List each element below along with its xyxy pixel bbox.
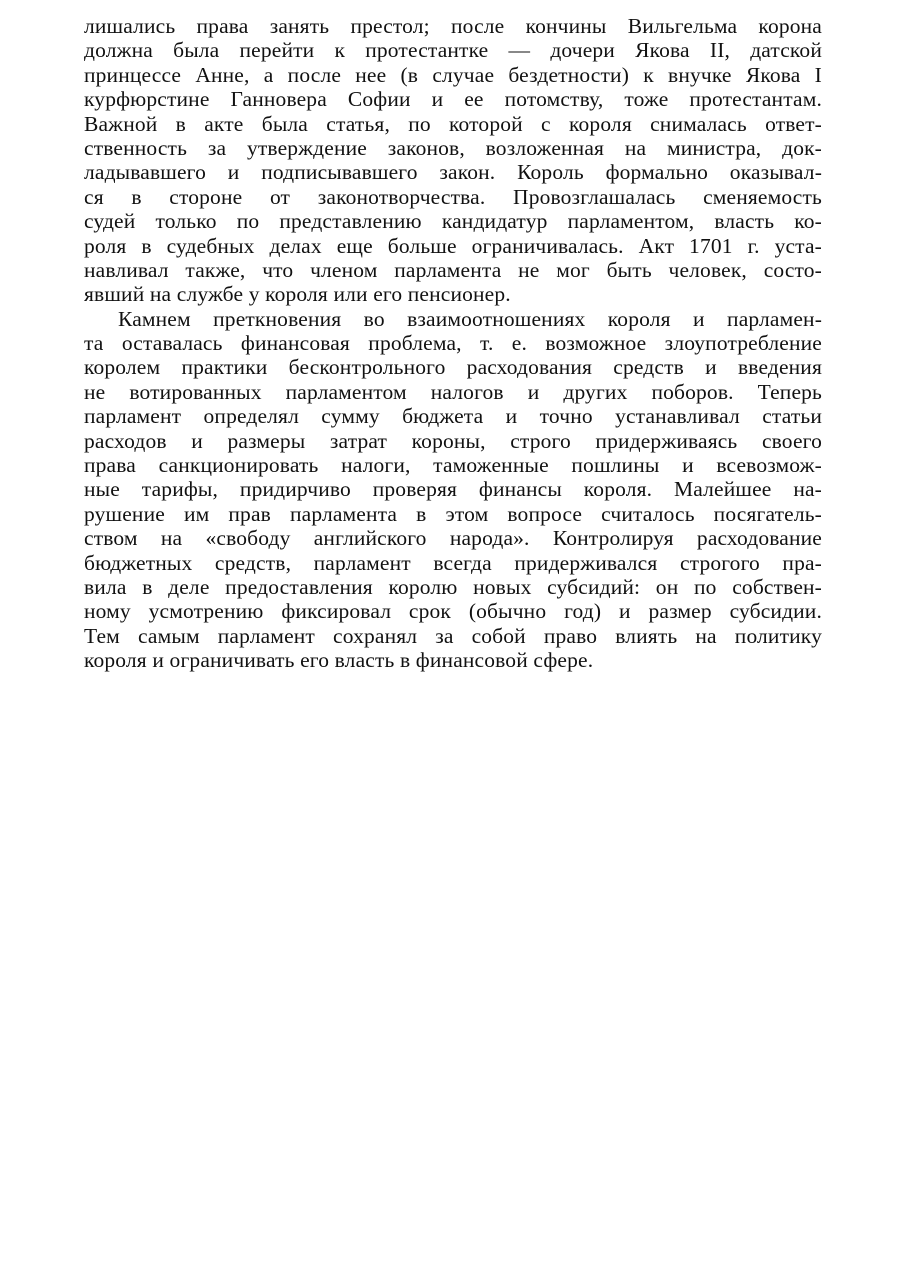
text-line: явший на службе у короля или его пенсионер. — [84, 282, 511, 307]
text-line: ному усмотрению фиксировал срок (обычно год) и размер субсидии. — [84, 599, 822, 624]
text-line: лишались права занять престол; после кончины Вильгельма корона — [84, 14, 822, 38]
text-line: не вотированных парламентом налогов и других поборов. Теперь — [84, 379, 822, 404]
text-line: Камнем преткновения во взаимоотношениях короля и парламен- — [118, 306, 822, 331]
text-line: Важной в акте была статья, по которой с короля снималась ответ- — [84, 111, 822, 136]
text-line: принцессе Анне, а после нее (в случае бездетности) к внучке Якова I — [84, 62, 822, 87]
text-line: рушение им прав парламента в этом вопросе считалось посягатель- — [84, 501, 822, 526]
text-line: ные тарифы, придирчиво проверяя финансы короля. Малейшее на- — [84, 477, 822, 502]
text-line: навливал также, что членом парламента не мог быть человек, состо- — [84, 257, 822, 282]
paragraph-1 — [84, 14, 822, 307]
text-line: должна была перейти к протестантке — дочери Якова II, датской — [84, 38, 822, 63]
text-line: судей только по представлению кандидатур парламентом, власть ко- — [84, 209, 822, 234]
text-line: ством на «свободу английского народа». Контролируя расходование — [84, 526, 822, 551]
text-line: та оставалась финансовая проблема, т. е. возможное злоупотребление — [84, 331, 822, 356]
text-line: бюджетных средств, парламент всегда придерживался строгого пра- — [84, 550, 822, 575]
paragraph-2 — [84, 307, 822, 673]
text-line: ладывавшего и подписывавшего закон. Король формально оказывал- — [84, 160, 822, 185]
body-text — [84, 14, 822, 673]
text-line: роля в судебных делах еще больше ограничивалась. Акт 1701 г. уста- — [84, 233, 822, 258]
text-line: курфюрстине Ганновера Софии и ее потомству, тоже протестантам. — [84, 87, 822, 112]
text-line: вила в деле предоставления королю новых субсидий: он по собствен- — [84, 574, 822, 599]
text-line: Тем самым парламент сохранял за собой право влиять на политику — [84, 623, 822, 648]
text-line: короля и ограничивать его власть в финансовой сфере. — [84, 648, 594, 673]
text-line: ственность за утверждение законов, возложенная на министра, док- — [84, 135, 822, 160]
text-line: расходов и размеры затрат короны, строго придерживаясь своего — [84, 428, 822, 453]
text-line: королем практики бесконтрольного расходования средств и введения — [84, 355, 822, 380]
text-line: парламент определял сумму бюджета и точно устанавливал статьи — [84, 404, 822, 429]
text-line: права санкционировать налоги, таможенные пошлины и всевозмож- — [84, 453, 822, 478]
text-line: ся в стороне от законотворчества. Провозглашалась сменяемость — [84, 184, 822, 209]
